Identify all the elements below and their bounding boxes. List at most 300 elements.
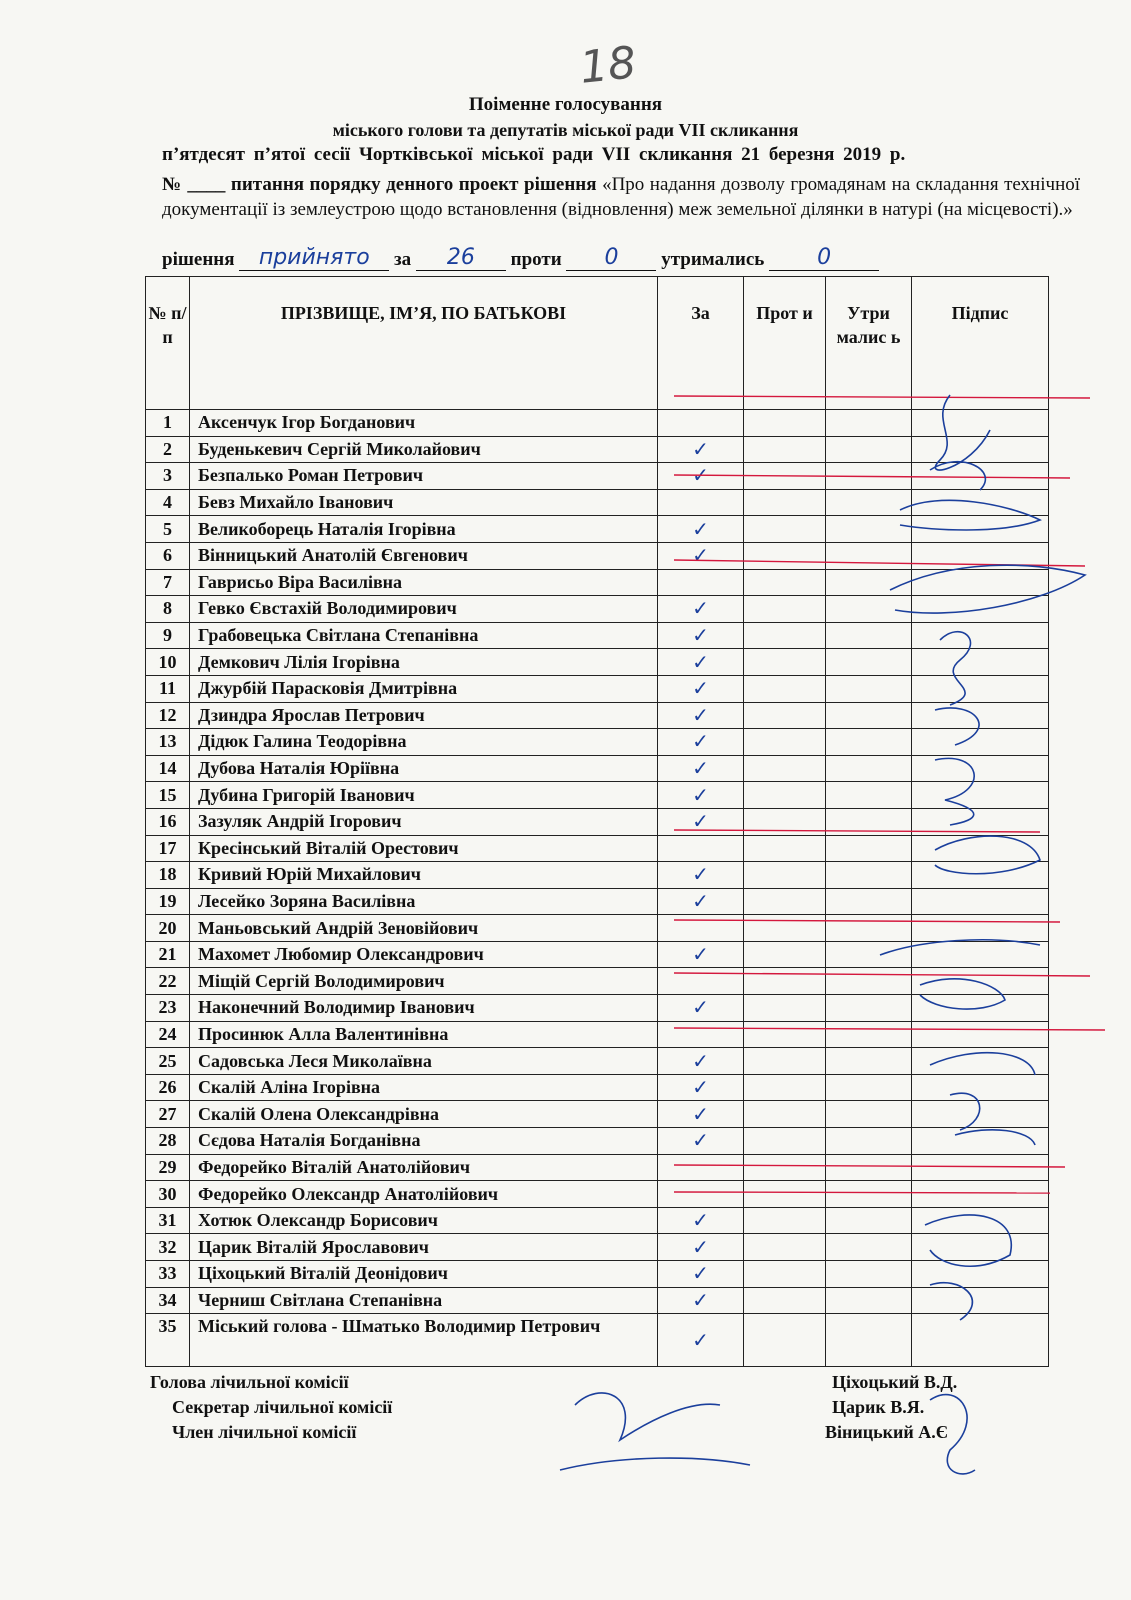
doc-subtitle: міського голови та депутатів міської ради VII скликання bbox=[332, 120, 799, 140]
doc-title: Поіменне голосування bbox=[468, 94, 663, 115]
row-number: 14 bbox=[146, 755, 190, 782]
vote-against-cell bbox=[744, 569, 826, 596]
vote-abstain-cell bbox=[826, 1181, 912, 1208]
table-row bbox=[146, 596, 1049, 623]
vote-against-cell bbox=[744, 1181, 826, 1208]
row-number: 35 bbox=[146, 1314, 190, 1367]
deputy-name: Просинюк Алла Валентинівна bbox=[190, 1021, 658, 1048]
row-number: 20 bbox=[146, 915, 190, 942]
deputy-name: Безпалько Роман Петрович bbox=[190, 463, 658, 490]
table-row bbox=[146, 1207, 1049, 1234]
against-label: проти bbox=[510, 249, 562, 270]
row-number: 6 bbox=[146, 542, 190, 569]
vote-for-cell bbox=[658, 1314, 744, 1367]
check-mark-icon: ✓ bbox=[692, 756, 709, 781]
deputy-name: Черниш Світлана Степанівна bbox=[190, 1287, 658, 1314]
table-row bbox=[146, 1021, 1049, 1048]
vote-for-cell bbox=[658, 516, 744, 543]
check-mark-icon: ✓ bbox=[692, 436, 709, 461]
check-mark-icon: ✓ bbox=[692, 1261, 709, 1286]
table-row bbox=[146, 622, 1049, 649]
row-number: 7 bbox=[146, 569, 190, 596]
vote-against-cell bbox=[744, 622, 826, 649]
session-line: п’ятдесят п’ятої сесії Чортківської міської ради VII скликання 21 березня 2019 р. bbox=[162, 144, 906, 165]
signature-cell bbox=[912, 1048, 1049, 1075]
chair-label: Голова лічильної комісії bbox=[150, 1372, 349, 1392]
vote-abstain-cell bbox=[826, 1048, 912, 1075]
check-mark-icon: ✓ bbox=[692, 1287, 709, 1312]
decision-line bbox=[162, 245, 879, 271]
table-row bbox=[146, 941, 1049, 968]
vote-against-cell bbox=[744, 489, 826, 516]
vote-for-cell bbox=[658, 1287, 744, 1314]
signature-cell bbox=[912, 569, 1049, 596]
check-mark-icon: ✓ bbox=[692, 702, 709, 727]
table-row bbox=[146, 675, 1049, 702]
row-number: 30 bbox=[146, 1181, 190, 1208]
deputy-name: Вінницький Анатолій Євгенович bbox=[190, 542, 658, 569]
vote-against-cell bbox=[744, 1074, 826, 1101]
vote-against-cell bbox=[744, 782, 826, 809]
signature-cell bbox=[912, 1261, 1049, 1288]
deputy-name: Міський голова - Шматько Володимир Петрович bbox=[190, 1314, 658, 1367]
vote-for-cell bbox=[658, 622, 744, 649]
signature-cell bbox=[912, 649, 1049, 676]
vote-for-cell bbox=[658, 1261, 744, 1288]
header-abstain: Утри малис ь bbox=[826, 277, 912, 410]
row-number: 4 bbox=[146, 489, 190, 516]
vote-for-cell bbox=[658, 1101, 744, 1128]
vote-against-cell bbox=[744, 1048, 826, 1075]
signature-cell bbox=[912, 1181, 1049, 1208]
deputy-name: Бевз Михайло Іванович bbox=[190, 489, 658, 516]
signature-cell bbox=[912, 835, 1049, 862]
check-mark-icon: ✓ bbox=[692, 623, 709, 648]
row-number: 5 bbox=[146, 516, 190, 543]
row-number: 17 bbox=[146, 835, 190, 862]
vote-for-cell bbox=[658, 1021, 744, 1048]
table-row bbox=[146, 1314, 1049, 1367]
vote-for-cell bbox=[658, 1181, 744, 1208]
check-mark-icon: ✓ bbox=[692, 1208, 709, 1233]
deputy-name: Сєдова Наталія Богданівна bbox=[190, 1128, 658, 1155]
vote-against-cell bbox=[744, 410, 826, 437]
vote-against-cell bbox=[744, 729, 826, 756]
vote-abstain-cell bbox=[826, 1261, 912, 1288]
deputy-name: Федорейко Олександр Анатолійович bbox=[190, 1181, 658, 1208]
vote-abstain-cell bbox=[826, 675, 912, 702]
table-row bbox=[146, 862, 1049, 889]
vote-for-cell bbox=[658, 596, 744, 623]
vote-abstain-cell bbox=[826, 1314, 912, 1367]
vote-for-cell bbox=[658, 1234, 744, 1261]
vote-abstain-cell bbox=[826, 649, 912, 676]
deputy-name: Дзиндра Ярослав Петрович bbox=[190, 702, 658, 729]
signature-cell bbox=[912, 516, 1049, 543]
row-number: 27 bbox=[146, 1101, 190, 1128]
vote-for-cell bbox=[658, 1207, 744, 1234]
vote-for-cell bbox=[658, 941, 744, 968]
row-number: 19 bbox=[146, 888, 190, 915]
table-row bbox=[146, 968, 1049, 995]
deputy-name: Буденькевич Сергій Миколайович bbox=[190, 436, 658, 463]
table-row bbox=[146, 569, 1049, 596]
deputy-name: Махомет Любомир Олександрович bbox=[190, 941, 658, 968]
vote-for-cell bbox=[658, 649, 744, 676]
deputy-name: Садовська Леся Миколаївна bbox=[190, 1048, 658, 1075]
vote-against-cell bbox=[744, 808, 826, 835]
table-row bbox=[146, 649, 1049, 676]
deputy-name: Дідюк Галина Теодорівна bbox=[190, 729, 658, 756]
table-row bbox=[146, 1101, 1049, 1128]
agenda-item-text: «Про надання дозволу громадянам на складання технічної документації із землеустрою щодо встановлення (відновлення) меж земельної ділянки в натурі (на місцевості).» bbox=[162, 174, 1081, 220]
check-mark-icon: ✓ bbox=[692, 516, 709, 541]
vote-abstain-cell bbox=[826, 888, 912, 915]
deputy-name: Аксенчук Ігор Богданович bbox=[190, 410, 658, 437]
vote-against-cell bbox=[744, 1287, 826, 1314]
deputy-name: Великоборець Наталія Ігорівна bbox=[190, 516, 658, 543]
deputy-name: Зазуляк Андрій Ігорович bbox=[190, 808, 658, 835]
signature-cell bbox=[912, 808, 1049, 835]
deputy-name: Дубова Наталія Юріївна bbox=[190, 755, 658, 782]
signature-cell bbox=[912, 622, 1049, 649]
vote-against-cell bbox=[744, 1101, 826, 1128]
row-number: 23 bbox=[146, 995, 190, 1022]
row-number: 34 bbox=[146, 1287, 190, 1314]
vote-for-cell bbox=[658, 915, 744, 942]
vote-abstain-cell bbox=[826, 436, 912, 463]
check-mark-icon: ✓ bbox=[692, 1048, 709, 1073]
vote-against-cell bbox=[744, 596, 826, 623]
vote-table bbox=[145, 276, 1049, 1367]
vote-for-cell bbox=[658, 968, 744, 995]
vote-abstain-cell bbox=[826, 702, 912, 729]
signature-cell bbox=[912, 1287, 1049, 1314]
vote-abstain-cell bbox=[826, 862, 912, 889]
signature-cell bbox=[912, 915, 1049, 942]
check-mark-icon: ✓ bbox=[692, 463, 709, 488]
signature-cell bbox=[912, 436, 1049, 463]
row-number: 24 bbox=[146, 1021, 190, 1048]
signature-cell bbox=[912, 968, 1049, 995]
vote-for-cell bbox=[658, 436, 744, 463]
row-number: 22 bbox=[146, 968, 190, 995]
signature-cell bbox=[912, 1021, 1049, 1048]
table-row bbox=[146, 808, 1049, 835]
deputy-name: Гаврисьо Віра Василівна bbox=[190, 569, 658, 596]
signature-cell bbox=[912, 675, 1049, 702]
vote-for-cell bbox=[658, 489, 744, 516]
check-mark-icon: ✓ bbox=[692, 782, 709, 807]
table-row bbox=[146, 463, 1049, 490]
vote-abstain-cell bbox=[826, 1234, 912, 1261]
header-for: За bbox=[658, 277, 744, 410]
vote-against-cell bbox=[744, 1154, 826, 1181]
signature-cell bbox=[912, 463, 1049, 490]
vote-for-cell bbox=[658, 410, 744, 437]
row-number: 8 bbox=[146, 596, 190, 623]
vote-for-cell bbox=[658, 995, 744, 1022]
member-name: Віницький А.Є bbox=[825, 1422, 948, 1442]
vote-against-cell bbox=[744, 1234, 826, 1261]
deputy-name: Скалій Аліна Ігорівна bbox=[190, 1074, 658, 1101]
page-number: 18 bbox=[577, 37, 639, 94]
vote-abstain-cell bbox=[826, 995, 912, 1022]
table-row bbox=[146, 1234, 1049, 1261]
signature-cell bbox=[912, 410, 1049, 437]
check-mark-icon: ✓ bbox=[692, 809, 709, 834]
table-row bbox=[146, 410, 1049, 437]
check-mark-icon: ✓ bbox=[692, 862, 709, 887]
vote-abstain-cell bbox=[826, 915, 912, 942]
signature-cell bbox=[912, 1128, 1049, 1155]
vote-against-cell bbox=[744, 755, 826, 782]
check-mark-icon: ✓ bbox=[692, 1234, 709, 1259]
vote-abstain-cell bbox=[826, 569, 912, 596]
signature-cell bbox=[912, 729, 1049, 756]
row-number: 3 bbox=[146, 463, 190, 490]
vote-against-cell bbox=[744, 1261, 826, 1288]
decision-value: прийнято bbox=[239, 248, 389, 271]
check-mark-icon: ✓ bbox=[692, 942, 709, 967]
vote-abstain-cell bbox=[826, 941, 912, 968]
signature-cell bbox=[912, 1074, 1049, 1101]
vote-against-cell bbox=[744, 675, 826, 702]
check-mark-icon: ✓ bbox=[692, 596, 709, 621]
vote-abstain-cell bbox=[826, 489, 912, 516]
row-number: 32 bbox=[146, 1234, 190, 1261]
table-row bbox=[146, 1261, 1049, 1288]
deputy-name: Царик Віталій Ярославович bbox=[190, 1234, 658, 1261]
vote-for-cell bbox=[658, 569, 744, 596]
vote-against-cell bbox=[744, 1314, 826, 1367]
vote-for-cell bbox=[658, 862, 744, 889]
vote-abstain-cell bbox=[826, 1074, 912, 1101]
vote-against-cell bbox=[744, 649, 826, 676]
check-mark-icon: ✓ bbox=[692, 995, 709, 1020]
vote-for-cell bbox=[658, 755, 744, 782]
row-number: 26 bbox=[146, 1074, 190, 1101]
row-number: 29 bbox=[146, 1154, 190, 1181]
row-number: 10 bbox=[146, 649, 190, 676]
table-row bbox=[146, 1048, 1049, 1075]
table-row bbox=[146, 995, 1049, 1022]
signature-cell bbox=[912, 1314, 1049, 1367]
vote-abstain-cell bbox=[826, 410, 912, 437]
vote-abstain-cell bbox=[826, 1101, 912, 1128]
vote-against-cell bbox=[744, 835, 826, 862]
vote-abstain-cell bbox=[826, 1207, 912, 1234]
deputy-name: Міщій Сергій Володимирович bbox=[190, 968, 658, 995]
row-number: 1 bbox=[146, 410, 190, 437]
vote-against-cell bbox=[744, 516, 826, 543]
deputy-name: Джурбій Парасковія Дмитрівна bbox=[190, 675, 658, 702]
header-against: Прот и bbox=[744, 277, 826, 410]
deputy-name: Кривий Юрій Михайлович bbox=[190, 862, 658, 889]
vote-abstain-cell bbox=[826, 1287, 912, 1314]
vote-against-cell bbox=[744, 968, 826, 995]
deputy-name: Лесейко Зоряна Василівна bbox=[190, 888, 658, 915]
vote-against-cell bbox=[744, 941, 826, 968]
header-signature: Підпис bbox=[912, 277, 1049, 410]
vote-abstain-cell bbox=[826, 782, 912, 809]
table-row bbox=[146, 436, 1049, 463]
vote-against-cell bbox=[744, 1021, 826, 1048]
agenda-item bbox=[162, 172, 1080, 222]
deputy-name: Наконечний Володимир Іванович bbox=[190, 995, 658, 1022]
vote-abstain-cell bbox=[826, 968, 912, 995]
table-row bbox=[146, 888, 1049, 915]
table-row bbox=[146, 782, 1049, 809]
deputy-name: Скалій Олена Олександрівна bbox=[190, 1101, 658, 1128]
vote-for-cell bbox=[658, 702, 744, 729]
vote-against-cell bbox=[744, 436, 826, 463]
signature-cell bbox=[912, 1101, 1049, 1128]
row-number: 18 bbox=[146, 862, 190, 889]
signature-cell bbox=[912, 1234, 1049, 1261]
vote-abstain-cell bbox=[826, 596, 912, 623]
row-number: 16 bbox=[146, 808, 190, 835]
table-row bbox=[146, 835, 1049, 862]
deputy-name: Федорейко Віталій Анатолійович bbox=[190, 1154, 658, 1181]
vote-for-cell bbox=[658, 888, 744, 915]
vote-abstain-cell bbox=[826, 1021, 912, 1048]
member-label: Член лічильної комісії bbox=[172, 1422, 357, 1442]
vote-abstain-cell bbox=[826, 542, 912, 569]
table-row bbox=[146, 729, 1049, 756]
vote-abstain-cell bbox=[826, 516, 912, 543]
header-num: № п/п bbox=[146, 277, 190, 410]
check-mark-icon: ✓ bbox=[692, 1327, 709, 1352]
vote-against-cell bbox=[744, 702, 826, 729]
check-mark-icon: ✓ bbox=[692, 729, 709, 754]
vote-for-cell bbox=[658, 782, 744, 809]
check-mark-icon: ✓ bbox=[692, 676, 709, 701]
vote-abstain-cell bbox=[826, 1128, 912, 1155]
row-number: 28 bbox=[146, 1128, 190, 1155]
agenda-item-prefix: № ____ питання порядку денного проект рішення bbox=[162, 174, 597, 195]
chair-name: Ціхоцький В.Д. bbox=[832, 1372, 958, 1392]
vote-for-cell bbox=[658, 729, 744, 756]
vote-against-cell bbox=[744, 862, 826, 889]
check-mark-icon: ✓ bbox=[692, 1075, 709, 1100]
signature-cell bbox=[912, 941, 1049, 968]
row-number: 15 bbox=[146, 782, 190, 809]
vote-for-cell bbox=[658, 463, 744, 490]
deputy-name: Гевко Євстахій Володимирович bbox=[190, 596, 658, 623]
signature-cell bbox=[912, 489, 1049, 516]
signature-cell bbox=[912, 542, 1049, 569]
header-name: ПРІЗВИЩЕ, ІМ’Я, ПО БАТЬКОВІ bbox=[190, 277, 658, 410]
signature-cell bbox=[912, 755, 1049, 782]
secretary-name: Царик В.Я. bbox=[832, 1397, 925, 1417]
table-row bbox=[146, 915, 1049, 942]
vote-for-cell bbox=[658, 1154, 744, 1181]
check-mark-icon: ✓ bbox=[692, 649, 709, 674]
deputy-name: Ціхоцький Віталій Деонідович bbox=[190, 1261, 658, 1288]
signature-cell bbox=[912, 1207, 1049, 1234]
row-number: 21 bbox=[146, 941, 190, 968]
for-value: 26 bbox=[416, 248, 506, 271]
vote-abstain-cell bbox=[826, 808, 912, 835]
for-label: за bbox=[394, 249, 412, 270]
check-mark-icon: ✓ bbox=[692, 1128, 709, 1153]
against-value: 0 bbox=[566, 248, 656, 271]
table-row bbox=[146, 516, 1049, 543]
row-number: 25 bbox=[146, 1048, 190, 1075]
row-number: 2 bbox=[146, 436, 190, 463]
deputy-name: Кресінський Віталій Орестович bbox=[190, 835, 658, 862]
table-row bbox=[146, 755, 1049, 782]
table-row bbox=[146, 1181, 1049, 1208]
table-row bbox=[146, 1154, 1049, 1181]
vote-for-cell bbox=[658, 808, 744, 835]
deputy-name: Демкович Лілія Ігорівна bbox=[190, 649, 658, 676]
table-row bbox=[146, 1074, 1049, 1101]
vote-against-cell bbox=[744, 463, 826, 490]
vote-against-cell bbox=[744, 995, 826, 1022]
table-header-row bbox=[146, 277, 1049, 410]
row-number: 31 bbox=[146, 1207, 190, 1234]
deputy-name: Дубина Григорій Іванович bbox=[190, 782, 658, 809]
row-number: 9 bbox=[146, 622, 190, 649]
signature-cell bbox=[912, 995, 1049, 1022]
signature-cell bbox=[912, 702, 1049, 729]
check-mark-icon: ✓ bbox=[692, 543, 709, 568]
vote-against-cell bbox=[744, 888, 826, 915]
vote-against-cell bbox=[744, 1207, 826, 1234]
table-row bbox=[146, 489, 1049, 516]
vote-for-cell bbox=[658, 1074, 744, 1101]
decision-label: рішення bbox=[162, 249, 235, 270]
vote-against-cell bbox=[744, 915, 826, 942]
abstain-value: 0 bbox=[769, 248, 879, 271]
vote-abstain-cell bbox=[826, 755, 912, 782]
row-number: 11 bbox=[146, 675, 190, 702]
vote-for-cell bbox=[658, 1048, 744, 1075]
signature-cell bbox=[912, 596, 1049, 623]
table-row bbox=[146, 702, 1049, 729]
vote-for-cell bbox=[658, 835, 744, 862]
table-row bbox=[146, 542, 1049, 569]
vote-abstain-cell bbox=[826, 1154, 912, 1181]
vote-for-cell bbox=[658, 1128, 744, 1155]
signature-cell bbox=[912, 862, 1049, 889]
secretary-label: Секретар лічильної комісії bbox=[172, 1397, 393, 1417]
abstain-label: утримались bbox=[661, 249, 765, 270]
vote-for-cell bbox=[658, 542, 744, 569]
check-mark-icon: ✓ bbox=[692, 1101, 709, 1126]
vote-abstain-cell bbox=[826, 729, 912, 756]
table-row bbox=[146, 1128, 1049, 1155]
row-number: 13 bbox=[146, 729, 190, 756]
vote-against-cell bbox=[744, 1128, 826, 1155]
deputy-name: Хотюк Олександр Борисович bbox=[190, 1207, 658, 1234]
vote-abstain-cell bbox=[826, 463, 912, 490]
vote-for-cell bbox=[658, 675, 744, 702]
deputy-name: Грабовецька Світлана Степанівна bbox=[190, 622, 658, 649]
vote-against-cell bbox=[744, 542, 826, 569]
signature-cell bbox=[912, 888, 1049, 915]
vote-abstain-cell bbox=[826, 835, 912, 862]
row-number: 12 bbox=[146, 702, 190, 729]
row-number: 33 bbox=[146, 1261, 190, 1288]
check-mark-icon: ✓ bbox=[692, 888, 709, 913]
signature-cell bbox=[912, 1154, 1049, 1181]
deputy-name: Маньовський Андрій Зеновійович bbox=[190, 915, 658, 942]
signature-cell bbox=[912, 782, 1049, 809]
table-row bbox=[146, 1287, 1049, 1314]
